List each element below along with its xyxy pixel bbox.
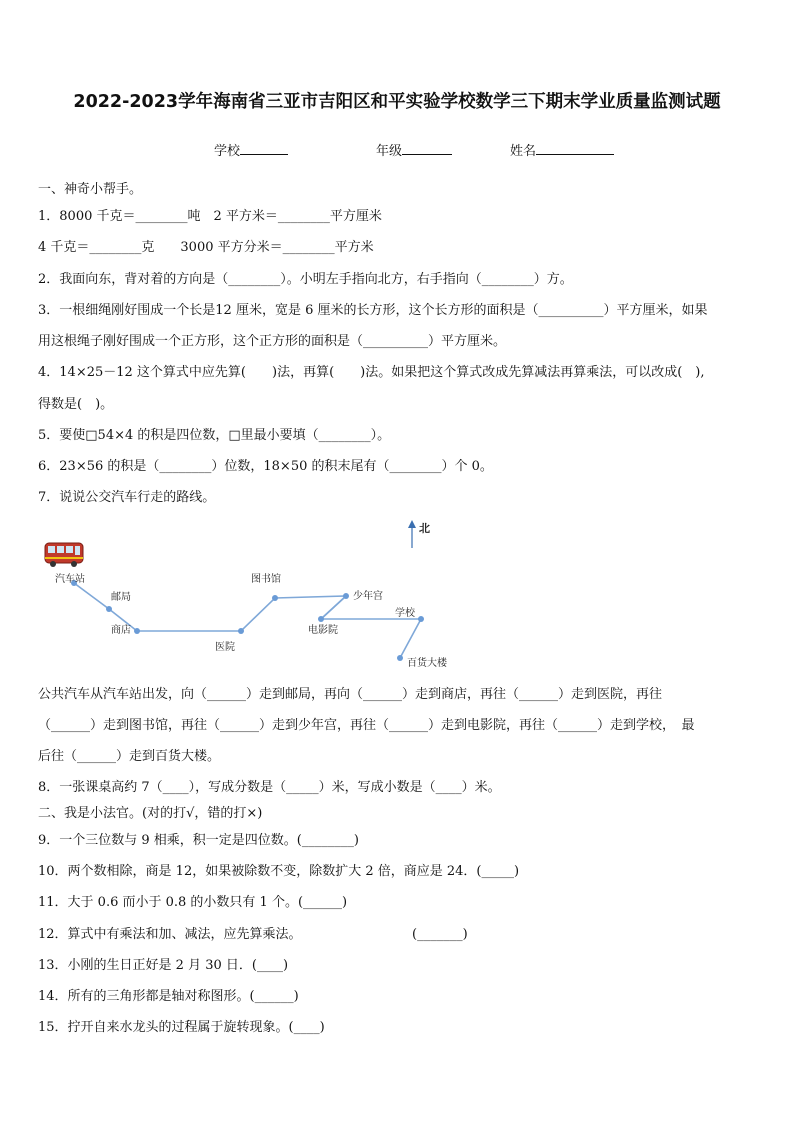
question-11: 11．大于 0.6 而小于 0.8 的小数只有 1 个。(______) — [38, 895, 348, 910]
name-blank[interactable] — [536, 142, 614, 155]
station-label: 汽车站 — [55, 574, 85, 585]
grade-label: 年级 — [376, 144, 403, 159]
cinema-label: 电影院 — [308, 625, 338, 636]
library-label: 图书馆 — [251, 574, 281, 585]
question-9: 9．一个三位数与 9 相乘，积一定是四位数。(________) — [38, 833, 359, 848]
question-4b: 得数是( )。 — [38, 397, 114, 412]
question-2: 2．我面向东，背对着的方向是（________）。小明左手指向北方，右手指向（________）方。 — [38, 272, 573, 287]
north-label: 北 — [419, 522, 430, 535]
youth-label: 少年宫 — [353, 591, 383, 602]
school-label: 学校 — [214, 144, 241, 159]
question-4a: 4．14×25－12 这个算式中应先算( )法，再算( )法。如果把这个算式改成先算减法再算乘法，可以改成( ), — [38, 365, 705, 380]
question-3b: 用这根绳子刚好围成一个正方形，这个正方形的面积是（__________）平方厘米。 — [38, 334, 507, 349]
route-segment — [321, 596, 346, 619]
mall-label: 百货大楼 — [407, 658, 447, 669]
page-title: 2022-2023学年海南省三亚市吉阳区和平实验学校数学三下期末学业质量监测试题 — [73, 92, 721, 112]
question-1a: 1．8000 千克＝________吨 2 平方米＝________平方厘米 — [38, 209, 382, 224]
question-12: 12．算式中有乘法和加、减法，应先算乘法。 (_______) — [38, 927, 468, 942]
post-label: 邮局 — [111, 592, 131, 603]
school-blank[interactable] — [240, 142, 288, 155]
question-10: 10．两个数相除，商是 12，如果被除数不变，除数扩大 2 倍，商应是 24．(_____) — [38, 864, 520, 879]
name-label: 姓名 — [510, 144, 537, 159]
mall-node — [397, 655, 403, 661]
hospital-node — [238, 628, 244, 634]
hospital-label: 医院 — [215, 642, 235, 653]
question-7-route-c: 后往（______）走到百货大楼。 — [38, 749, 221, 764]
school-field — [214, 140, 288, 159]
cinema-node — [318, 616, 324, 622]
question-13: 13．小刚的生日正好是 2 月 30 日．(____) — [38, 958, 289, 973]
grade-field — [376, 140, 452, 159]
school-node — [418, 616, 424, 622]
north-arrowhead-icon — [408, 520, 416, 528]
question-7-route-b: （______）走到图书馆，再往（______）走到少年宫，再往（______）走到电影院，再往（______）走到学校， 最 — [38, 718, 695, 733]
question-8: 8．一张课桌高约 7（____），写成分数是（_____）米，写成小数是（____）米。 — [38, 780, 501, 795]
question-6: 6．23×56 的积是（________）位数，18×50 的积末尾有（________）个 0。 — [38, 459, 493, 474]
youth-node — [343, 593, 349, 599]
shop-node — [134, 628, 140, 634]
question-7-route-a: 公共汽车从汽车站出发，向（______）走到邮局，再向（______）走到商店，再往（______）走到医院，再往 — [38, 687, 663, 702]
question-5: 5．要使□54×4 的积是四位数，□里最小要填（________）。 — [38, 428, 391, 443]
bus-icon — [45, 543, 83, 567]
school-label: 学校 — [395, 608, 415, 619]
shop-label: 商店 — [111, 625, 131, 636]
section-heading-2: 二、我是小法官。(对的打√，错的打×) — [38, 806, 263, 821]
question-3a: 3．一根细绳刚好围成一个长是12 厘米，宽是 6 厘米的长方形，这个长方形的面积是（__________）平方厘米，如果 — [38, 303, 708, 318]
bus-route-map — [38, 515, 458, 675]
post-node — [106, 606, 112, 612]
question-14: 14．所有的三角形都是轴对称图形。(______) — [38, 989, 299, 1004]
name-field — [510, 140, 614, 159]
question-15: 15．拧开自来水龙头的过程属于旋转现象。(____) — [38, 1020, 325, 1035]
question-1b: 4 千克＝________克 3000 平方分米＝________平方米 — [38, 240, 374, 255]
grade-blank[interactable] — [402, 142, 452, 155]
section-heading-1: 一、神奇小帮手。 — [38, 182, 143, 197]
question-7: 7．说说公交汽车行走的路线。 — [38, 490, 216, 505]
library-node — [272, 595, 278, 601]
